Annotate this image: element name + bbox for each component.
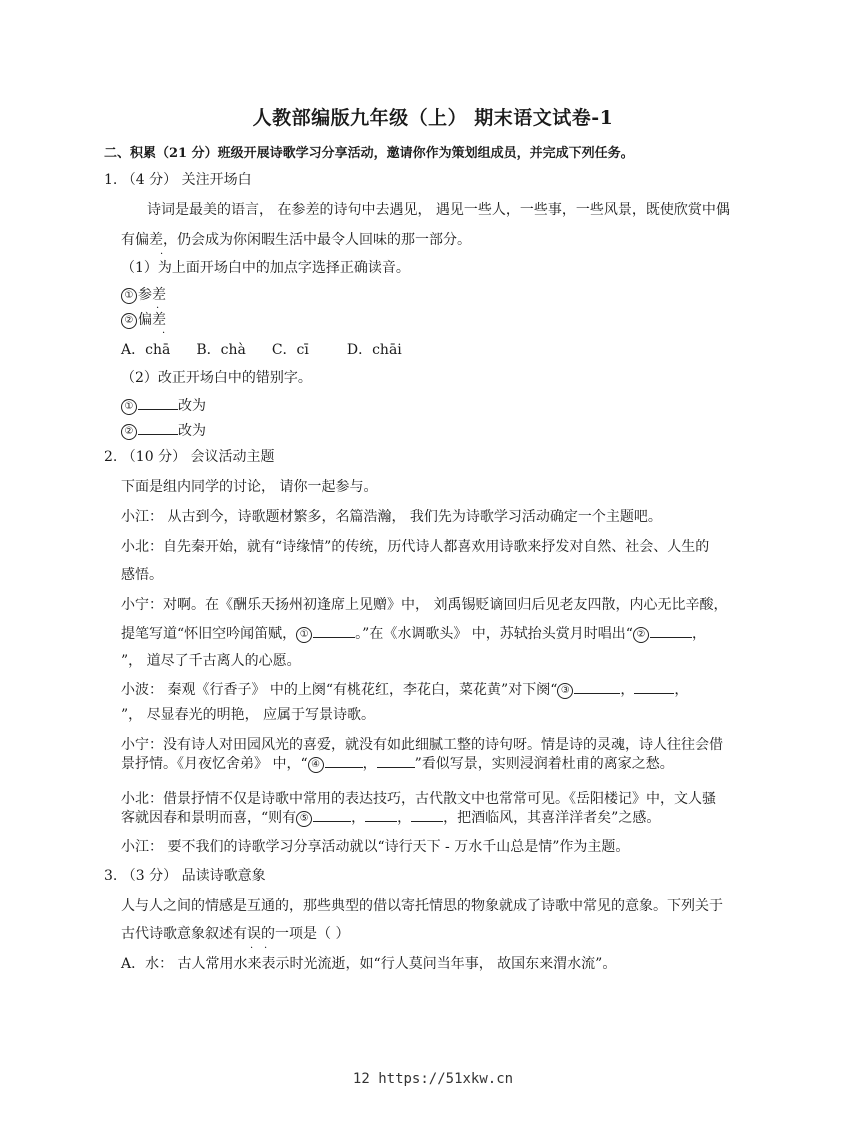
q2-heading: 2. （10 分） 会议活动主题 xyxy=(104,449,275,465)
dialogue-line: ”， 道尽了千古离人的心愿。 xyxy=(121,653,301,669)
option-d[interactable]: D．chāi xyxy=(346,342,402,358)
text: 。”在《水调歌头》 中，苏轼抬头赏月时唱出“ xyxy=(355,626,633,642)
circled-number: ② xyxy=(121,313,137,329)
q1-paragraph-line1: 诗词是最美的语言， 在参差的诗句中去遇见， 遇见一些人，一些事，一些风景，既使欣赏中偶 xyxy=(147,202,730,218)
page-title: 人教部编版九年级（上） 期末语文试卷-1 xyxy=(252,107,614,129)
fix-label: 改为 xyxy=(178,423,206,439)
text: ， xyxy=(691,626,706,642)
dialogue-line: 小宁：对啊。在《酬乐天扬州初逢席上见赠》中， 刘禹锡贬谪回归后见老友四散，内心无比辛酸， xyxy=(121,597,728,613)
item-text: 偏差 xyxy=(138,312,166,328)
emphasis-dot: · xyxy=(156,303,160,314)
q1-item2 xyxy=(121,311,166,329)
answer-blank[interactable] xyxy=(313,624,355,638)
answer-blank[interactable] xyxy=(377,754,415,768)
dialogue-line: 小北：借景抒情不仅是诗歌中常用的表达技巧，古代散文中也常常可见。《岳阳楼记》中，文人骚 xyxy=(121,791,716,807)
dialogue-line: 小宁：没有诗人对田园风光的喜爱，就没有如此细腻工整的诗句呀。情是诗的灵魂，诗人往往会借 xyxy=(121,737,723,753)
page-footer: 12 https://51xkw.cn xyxy=(352,1071,514,1087)
text: ，把酒临风，其喜洋洋者矣”之感。 xyxy=(443,810,661,826)
circled-number: ④ xyxy=(308,757,324,773)
q3-paragraph-line1: 人与人之间的情感是互通的，那些典型的借以寄托情思的物象就成了诗歌中常见的意象。下列关于 xyxy=(121,898,723,914)
text: ， xyxy=(674,682,689,698)
dialogue-line: 小江： 要不我们的诗歌学习分享活动就以“诗行天下 - 万水千山总是情”作为主题。 xyxy=(121,839,630,855)
text: 景抒情。《月夜忆舍弟》 中，“ xyxy=(121,756,308,772)
circled-number: ① xyxy=(296,627,312,643)
answer-blank[interactable] xyxy=(365,808,397,822)
q1-fix2 xyxy=(121,421,206,440)
q1-sub1: （1）为上面开场白中的加点字选择正确读音。 xyxy=(121,260,410,276)
circled-number: ⑤ xyxy=(296,811,312,827)
option-c[interactable]: C．cī xyxy=(271,342,309,358)
option-a[interactable]: A．chā xyxy=(121,342,171,358)
q1-fix1 xyxy=(121,396,206,415)
emphasis-dot: · xyxy=(162,328,166,339)
q3-paragraph-line2: 古代诗歌意象叙述有误的一项是（ ） xyxy=(121,926,350,942)
answer-blank[interactable] xyxy=(325,754,363,768)
q1-heading: 1. （4 分） 关注开场白 xyxy=(104,172,252,188)
q1-item1 xyxy=(121,286,166,304)
dialogue-line xyxy=(121,624,706,643)
q1-paragraph-line2: 有偏差，仍会成为你闲暇生活中最令人回味的那一部分。 xyxy=(121,232,471,248)
dialogue-line: 感悟。 xyxy=(121,567,163,583)
q3-heading: 3. （3 分） 品读诗歌意象 xyxy=(104,868,266,884)
text: ， xyxy=(351,810,366,826)
circled-number: ① xyxy=(121,399,137,415)
dialogue-line xyxy=(121,808,660,827)
text: ”看似写景，实则浸润着杜甫的离家之愁。 xyxy=(414,756,674,772)
text: 客就因春和景明而喜，“则有 xyxy=(121,810,297,826)
emphasis-dot: · xyxy=(250,943,254,954)
text: 小波： 秦观《行香子》 中的上阕“有桃花红，李花白，菜花黄”对下阕“ xyxy=(121,682,558,698)
q1-options xyxy=(121,341,402,359)
answer-blank[interactable] xyxy=(634,680,674,694)
dialogue-line xyxy=(121,754,674,773)
answer-blank[interactable] xyxy=(411,808,443,822)
dialogue-line: 小北：自先秦开始，就有“诗缘情”的传统，历代诗人都喜欢用诗歌来抒发对自然、社会、人生的 xyxy=(121,539,710,555)
q2-intro: 下面是组内同学的讨论， 请你一起参与。 xyxy=(121,479,378,495)
fix-label: 改为 xyxy=(178,398,206,414)
section-heading: 二、积累（21 分）班级开展诗歌学习分享活动，邀请你作为策划组成员，并完成下列任务。 xyxy=(104,146,634,161)
text: 提笔写道“怀旧空吟闻笛赋， xyxy=(121,626,297,642)
emphasis-dot: · xyxy=(264,943,268,954)
answer-blank[interactable] xyxy=(313,808,351,822)
item-text: 参差 xyxy=(138,287,166,303)
dialogue-line: 小江： 从古到今，诗歌题材繁多，名篇浩瀚， 我们先为诗歌学习活动确定一个主题吧。 xyxy=(121,509,662,525)
answer-blank[interactable] xyxy=(138,396,178,410)
dialogue-line xyxy=(121,680,688,699)
q3-option-a[interactable]: A．水： 古人常用水来表示时光流逝，如“行人莫问当年事， 故国东来渭水流”。 xyxy=(121,956,617,972)
answer-blank[interactable] xyxy=(650,624,692,638)
text: ， xyxy=(397,810,412,826)
text: ， xyxy=(362,756,377,772)
answer-blank[interactable] xyxy=(574,680,620,694)
circled-number: ③ xyxy=(557,683,573,699)
dialogue-line: ”， 尽显春光的明艳， 应属于写景诗歌。 xyxy=(121,707,376,723)
answer-blank[interactable] xyxy=(138,421,178,435)
text: ， xyxy=(620,682,635,698)
emphasis-dot: · xyxy=(160,249,164,260)
circled-number: ② xyxy=(121,424,137,440)
q1-sub2: （2）改正开场白中的错别字。 xyxy=(121,370,312,386)
circled-number: ① xyxy=(121,288,137,304)
circled-number: ② xyxy=(633,627,649,643)
option-b[interactable]: B．chà xyxy=(196,342,246,358)
